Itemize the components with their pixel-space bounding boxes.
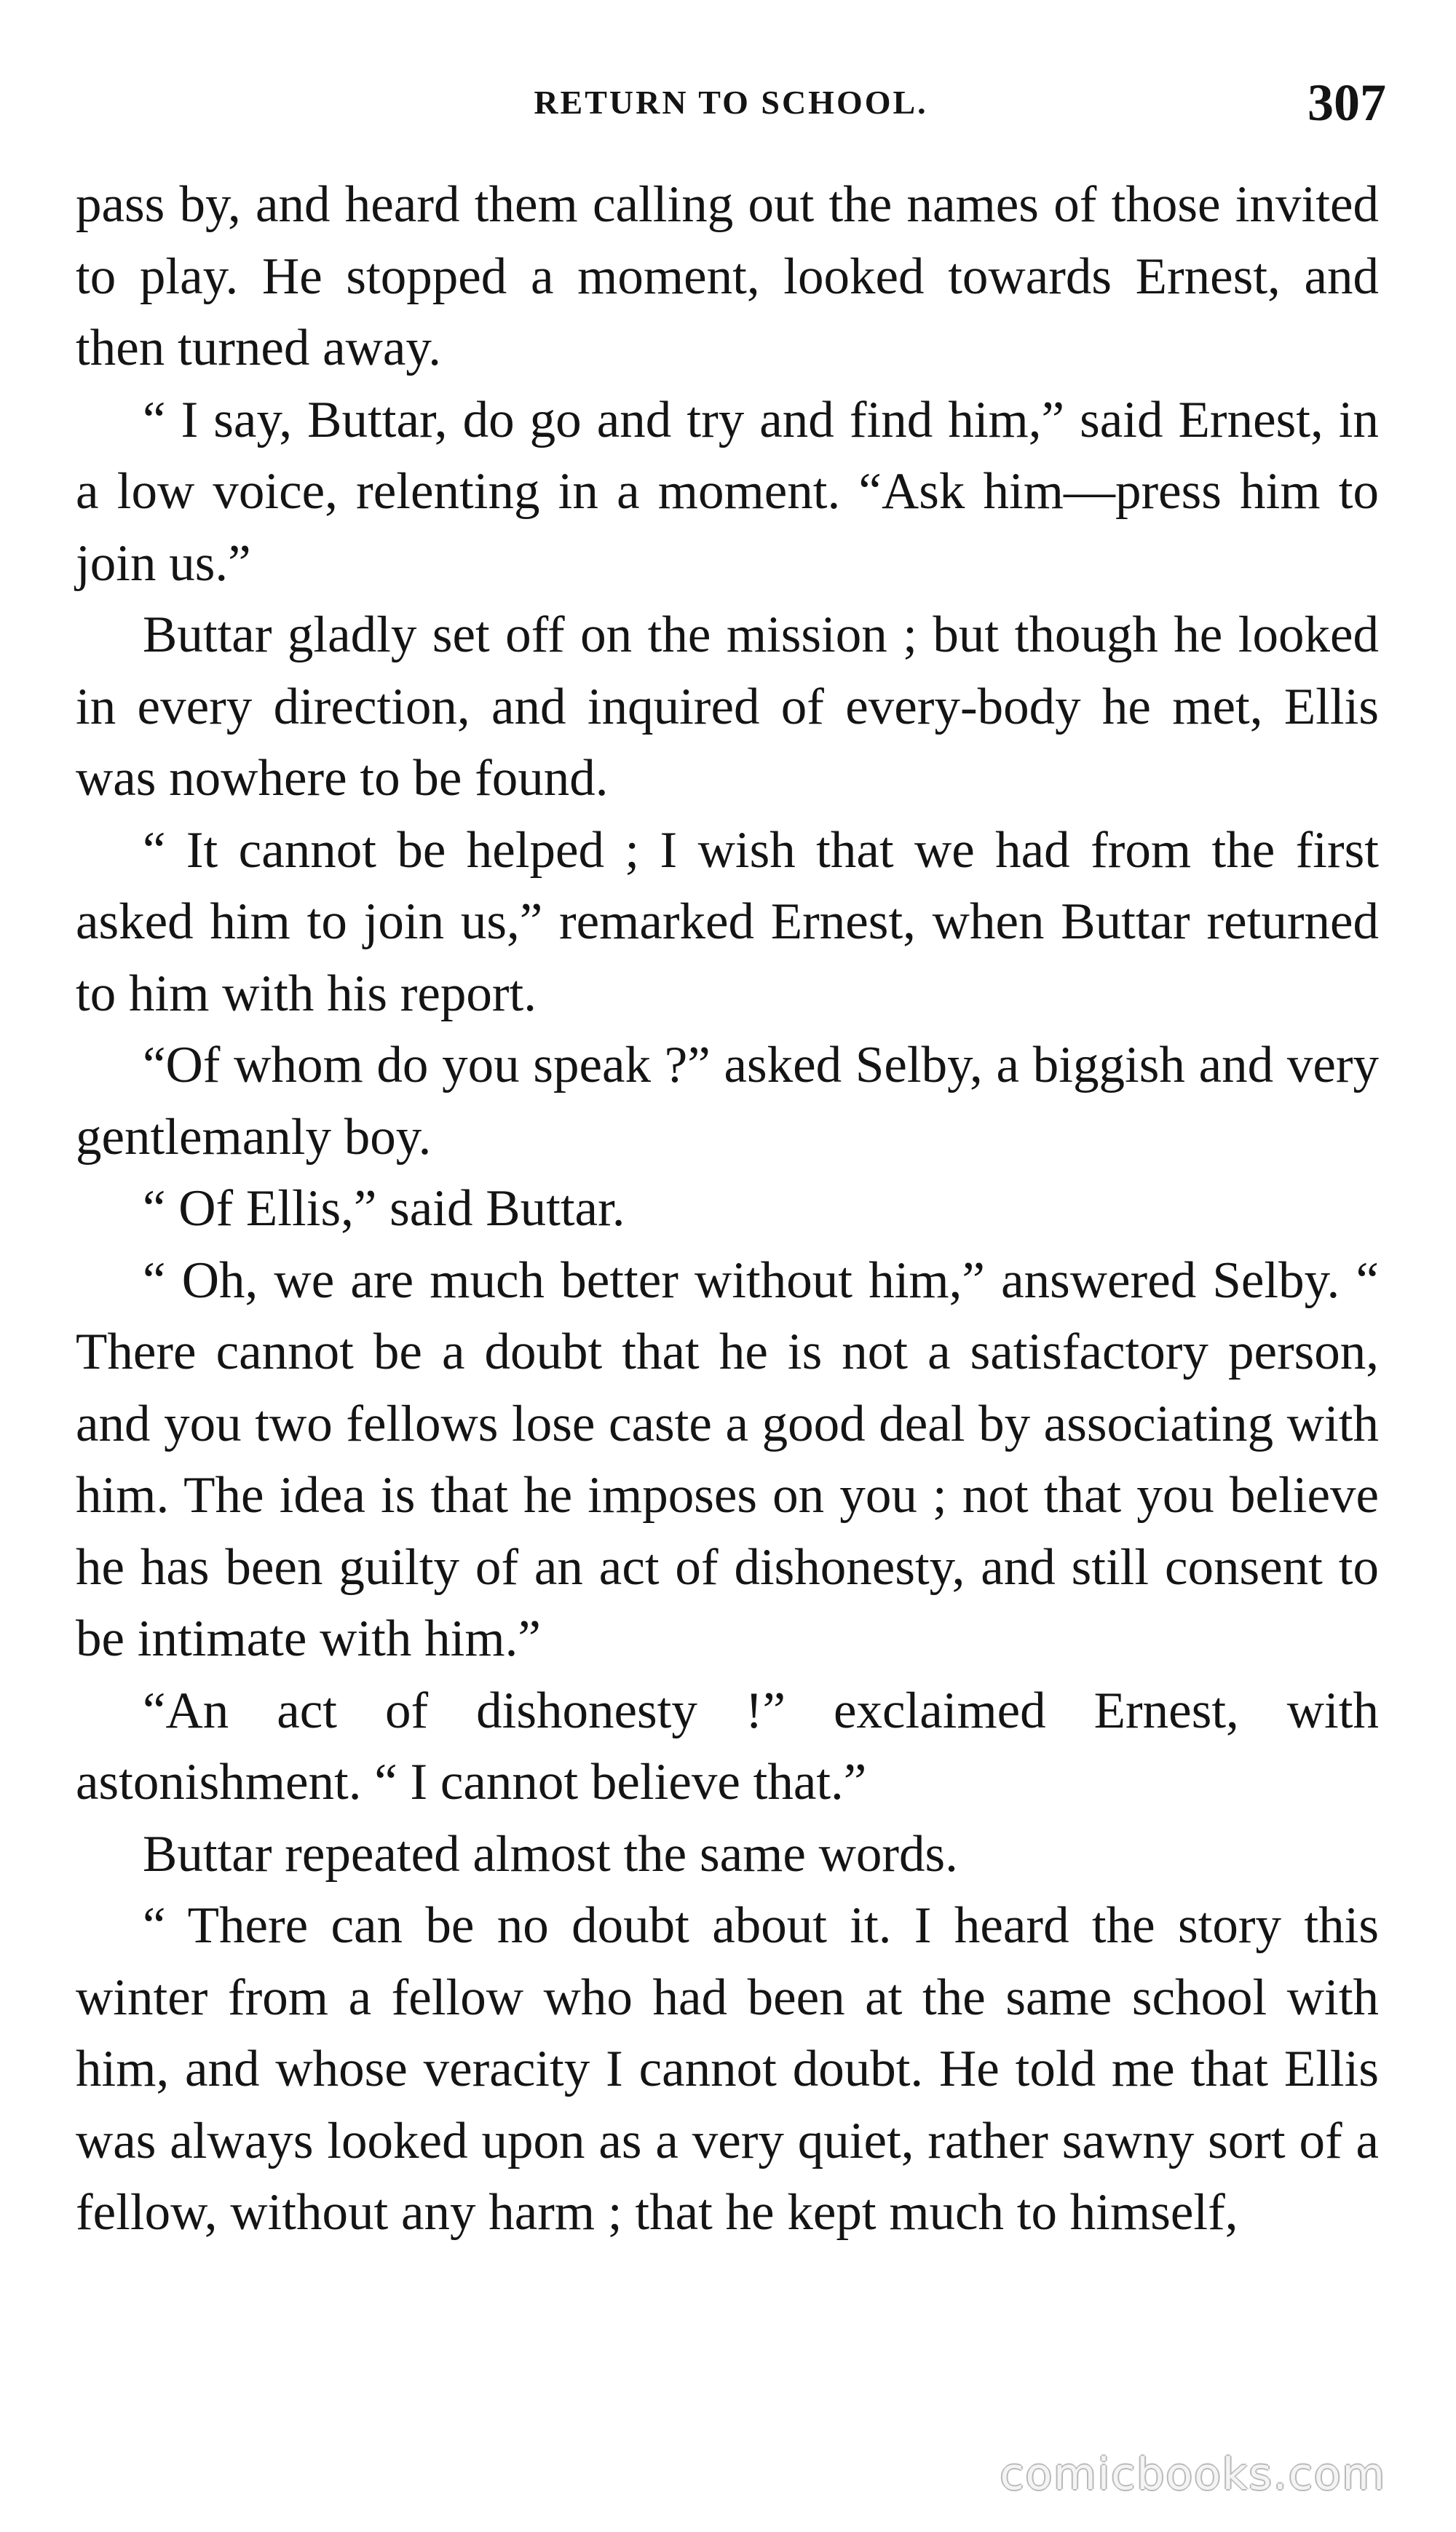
paragraph: Buttar repeated almost the same words.	[143, 1825, 958, 1883]
body-text	[76, 169, 1379, 2249]
paragraph: “ There can be no doubt about it. I heard the story this winter from a fellow who had been at the same school with him, and whose veracity I cannot doubt. He told me that Ellis was always looked upon as a very quiet, rather sawny sort of a fellow, without any harm ; that he kept much to himself,	[76, 1897, 1379, 2241]
paragraph: “ I say, Buttar, do go and try and find him,” said Ernest, in a low voice, relenting in a moment. “Ask him—press him to join us.”	[76, 391, 1379, 592]
paragraph: “ Oh, we are much better without him,” answered Selby. “ There cannot be a doubt that he is not a satisfactory person, and you two fellows lose caste a good deal by associating with him. The idea is that he imposes on you ; not that you believe he has been guilty of an act of dishonesty, and still consent to be intimate with him.”	[76, 1251, 1379, 1667]
watermark: comicbooks.com	[1000, 2449, 1386, 2500]
paragraph: Buttar gladly set off on the mission ; but though he looked in every direction, and inquired of every-body he met, Ellis was nowhere to be found.	[76, 606, 1379, 807]
running-head	[76, 76, 1386, 134]
paragraph: “ It cannot be helped ; I wish that we had from the first asked him to join us,” remarked Ernest, when Buttar returned to him with his report.	[76, 821, 1379, 1022]
paragraph: “Of whom do you speak ?” asked Selby, a biggish and very gentlemanly boy.	[76, 1037, 1379, 1166]
paragraph: “ Of Ellis,” said Buttar.	[143, 1180, 625, 1237]
running-title: RETURN TO SCHOOL.	[534, 84, 928, 121]
paragraph: “An act of dishonesty !” exclaimed Ernest, with astonishment. “ I cannot believe that.”	[76, 1682, 1379, 1811]
paragraph: pass by, and heard them calling out the names of those invited to play. He stopped a moment, looked towards Ernest, and then turned away.	[76, 176, 1379, 376]
page-number: 307	[1307, 74, 1386, 132]
